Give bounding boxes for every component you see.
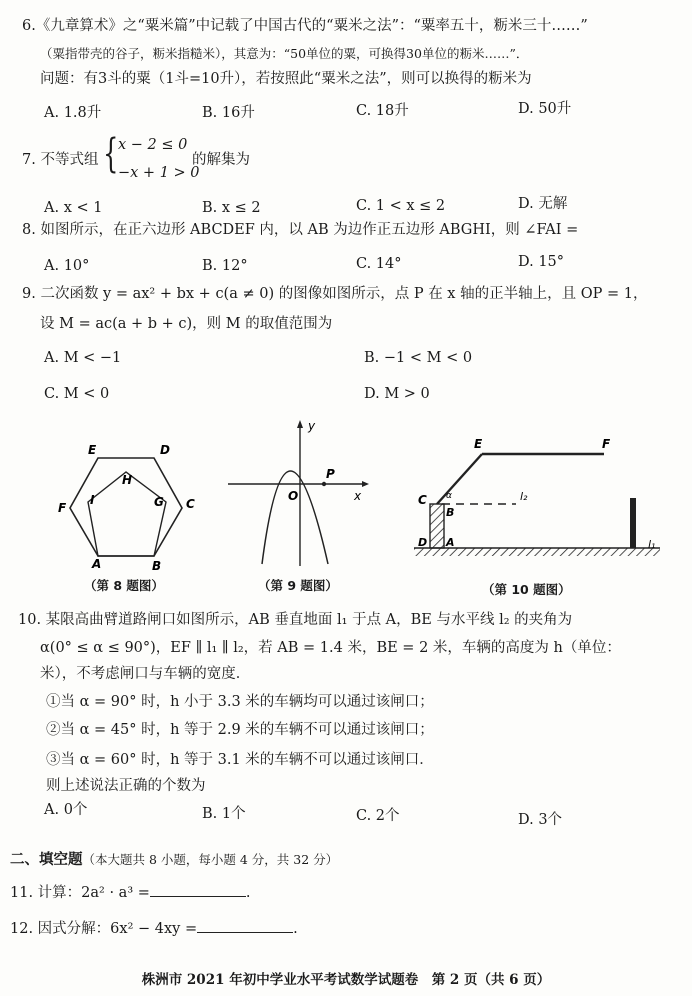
section-2-note: （本大题共 8 小题，每小题 4 分，共 32 分） [82, 852, 339, 867]
fig8-caption: （第 8 题图） [84, 578, 164, 593]
q12-answer-blank[interactable] [197, 918, 293, 933]
q9-option-c: C. M < 0 [44, 386, 110, 402]
q8-option-b: B. 12° [202, 258, 248, 274]
fig10-label-l2: l₂ [520, 490, 528, 503]
q6-option-a: A. 1.8升 [44, 105, 102, 121]
fig9-caption: （第 9 题图） [258, 578, 338, 593]
q12-text: 12. 因式分解：6x² − 4xy = [10, 921, 198, 937]
q7-brace: { [103, 131, 119, 177]
fig9-label-p: P [326, 467, 335, 481]
section-2-title: 二、填空题 [10, 852, 83, 868]
fig9-label-o: O [288, 489, 299, 503]
q7-suffix: 的解集为 [192, 152, 250, 168]
q7-option-c: C. 1 < x ≤ 2 [356, 198, 446, 214]
q7-prefix: 7. 不等式组 [22, 152, 99, 168]
q8-option-c: C. 14° [356, 256, 402, 272]
fig10-label-l1: l₁ [648, 538, 656, 551]
fig10-caption: （第 10 题图） [482, 582, 571, 597]
fig10-label-alpha: α [446, 491, 452, 501]
q7-option-d: D. 无解 [518, 196, 568, 212]
fig10-label-b: B [446, 506, 455, 519]
q10-option-a: A. 0个 [44, 802, 88, 818]
q7-ineq2: −x + 1 > 0 [118, 165, 200, 181]
q7-option-b: B. x ≤ 2 [202, 200, 261, 216]
fig10-label-d: D [418, 536, 428, 549]
q6-line3: 问题：有3斗的粟（1斗=10升），若按照此“粟米之法”，则可以换得的粝米为 [40, 71, 532, 87]
q9-line2: 设 M = ac(a + b + c)，则 M 的取值范围为 [40, 316, 333, 332]
q10-statement-3: ③当 α = 60° 时，h 等于 3.1 米的车辆不可以通过该闸口． [46, 752, 434, 768]
q10-option-d: D. 3个 [518, 812, 563, 828]
fig8-label-f: F [58, 501, 67, 515]
q11-answer-blank[interactable] [150, 882, 246, 897]
q7-ineq1: x − 2 ≤ 0 [118, 137, 188, 153]
section-2-heading [10, 850, 338, 870]
q8-option-d: D. 15° [518, 254, 565, 270]
q9-option-a: A. M < −1 [44, 350, 122, 366]
q8-text: 8. 如图所示，在正六边形 ABCDEF 内，以 AB 为边作正五边形 ABGHI，则 ∠FAI = [22, 222, 579, 238]
q6-line1: 6.《九章算术》之“粟米篇”中记载了中国古代的“粟米之法”：“粟率五十，粝米三十……” [22, 18, 588, 34]
q10-question: 则上述说法正确的个数为 [46, 778, 206, 794]
q10-line2: α(0° ≤ α ≤ 90°)，EF ∥ l₁ ∥ l₂，若 AB = 1.4 米，BE = 2 米，车辆的高度为 h（单位： [40, 640, 621, 656]
fig8-label-e: E [88, 443, 97, 457]
q12-end: . [293, 921, 298, 937]
fig10-label-f: F [602, 437, 611, 451]
fig9-label-y: y [308, 419, 316, 433]
q11 [10, 882, 251, 903]
figure-9 [224, 418, 372, 568]
q10-option-b: B. 1个 [202, 806, 246, 822]
figure-10 [412, 432, 666, 562]
q10-statement-1: ①当 α = 90° 时，h 小于 3.3 米的车辆均可以通过该闸口； [46, 694, 434, 710]
q7-option-a: A. x < 1 [44, 200, 103, 216]
q9-line1: 9. 二次函数 y = ax² + bx + c(a ≠ 0) 的图像如图所示，点 P 在 x 轴的正半轴上，且 OP = 1， [22, 286, 648, 302]
figure-8 [52, 438, 212, 574]
q6-option-b: B. 16升 [202, 105, 255, 121]
fig10-label-e: E [474, 437, 483, 451]
q8-option-a: A. 10° [44, 258, 90, 274]
q6-option-c: C. 18升 [356, 103, 409, 119]
q10-statement-2: ②当 α = 45° 时，h 等于 2.9 米的车辆不可以通过该闸口； [46, 722, 434, 738]
fig8-label-i: I [90, 493, 95, 507]
fig8-label-b: B [152, 559, 162, 573]
q6-line2: （粟指带壳的谷子，粝米指糙米），其意为：“50单位的粟，可换得30单位的粝米……”． [40, 46, 529, 61]
q11-end: . [245, 885, 251, 901]
fig8-label-d: D [160, 443, 170, 457]
fig8-label-h: H [122, 473, 133, 487]
page-footer: 株洲市 2021 年初中学业水平考试数学试题卷 第 2 页（共 6 页） [141, 972, 551, 988]
q11-text: 11. 计算：2a² · a³ = [10, 885, 150, 901]
fig10-label-a: A [446, 536, 455, 549]
fig8-label-c: C [186, 497, 195, 511]
q10-line1: 10. 某限高曲臂道路闸口如图所示，AB 垂直地面 l₁ 于点 A，BE 与水平线 l₂ 的夹角为 [18, 612, 573, 628]
q12 [10, 918, 298, 939]
fig10-label-c: C [418, 493, 427, 507]
q9-option-d: D. M > 0 [364, 386, 430, 402]
q9-option-b: B. −1 < M < 0 [364, 350, 473, 366]
fig8-label-a: A [92, 557, 102, 571]
q6-option-d: D. 50升 [518, 101, 572, 117]
q10-line3: 米），不考虑闸口与车辆的宽度． [40, 666, 251, 682]
fig8-label-g: G [154, 495, 164, 509]
fig9-label-x: x [354, 489, 362, 503]
q10-option-c: C. 2个 [356, 808, 400, 824]
